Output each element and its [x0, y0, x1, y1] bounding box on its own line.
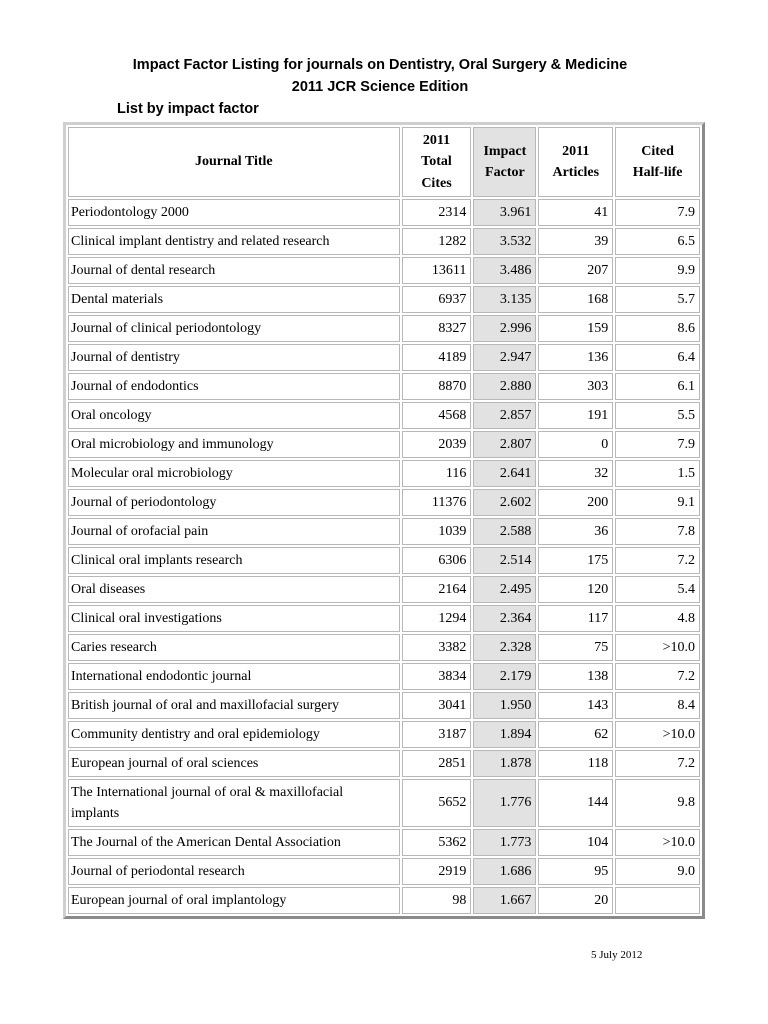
articles-cell: 0: [538, 431, 613, 458]
journal-title-cell: Journal of periodontal research: [68, 858, 400, 885]
table-row: [68, 460, 700, 487]
cited-half-life-cell: 8.6: [615, 315, 700, 342]
journal-title-cell: Clinical implant dentistry and related research: [68, 228, 400, 255]
cited-half-life-cell: 4.8: [615, 605, 700, 632]
total-cites-cell: 4189: [402, 344, 472, 371]
impact-factor-cell: 2.996: [473, 315, 536, 342]
articles-cell: 39: [538, 228, 613, 255]
journal-title-cell: British journal of oral and maxillofacial surgery: [68, 692, 400, 719]
table-row: [68, 489, 700, 516]
journal-title-cell: Periodontology 2000: [68, 199, 400, 226]
articles-cell: 41: [538, 199, 613, 226]
journal-title-cell: Oral microbiology and immunology: [68, 431, 400, 458]
total-cites-cell: 11376: [402, 489, 472, 516]
articles-cell: 118: [538, 750, 613, 777]
impact-factor-cell: 2.588: [473, 518, 536, 545]
cited-half-life-cell: 7.2: [615, 750, 700, 777]
header-journal-title: Journal Title: [68, 127, 400, 197]
table-header-row: [68, 127, 700, 197]
cited-half-life-cell: 7.9: [615, 199, 700, 226]
impact-factor-cell: 1.776: [473, 779, 536, 827]
table-row: [68, 199, 700, 226]
cited-half-life-cell: 9.9: [615, 257, 700, 284]
cited-half-life-cell: 6.4: [615, 344, 700, 371]
impact-factor-cell: 1.878: [473, 750, 536, 777]
journal-title-cell: Clinical oral investigations: [68, 605, 400, 632]
total-cites-cell: 2919: [402, 858, 472, 885]
total-cites-cell: 8870: [402, 373, 472, 400]
table-row: [68, 257, 700, 284]
total-cites-cell: 3187: [402, 721, 472, 748]
table-row: [68, 634, 700, 661]
articles-cell: 207: [538, 257, 613, 284]
cited-half-life-cell: 7.9: [615, 431, 700, 458]
total-cites-cell: 1282: [402, 228, 472, 255]
journal-title-cell: Clinical oral implants research: [68, 547, 400, 574]
total-cites-cell: 3382: [402, 634, 472, 661]
articles-cell: 120: [538, 576, 613, 603]
articles-cell: 36: [538, 518, 613, 545]
impact-factor-cell: 2.179: [473, 663, 536, 690]
journal-title-cell: The Journal of the American Dental Association: [68, 829, 400, 856]
articles-cell: 62: [538, 721, 613, 748]
impact-factor-cell: 2.328: [473, 634, 536, 661]
total-cites-cell: 116: [402, 460, 472, 487]
journal-title-cell: Caries research: [68, 634, 400, 661]
articles-cell: 144: [538, 779, 613, 827]
articles-cell: 95: [538, 858, 613, 885]
table-row: [68, 431, 700, 458]
table-row: [68, 858, 700, 885]
articles-cell: 104: [538, 829, 613, 856]
impact-factor-cell: 2.857: [473, 402, 536, 429]
total-cites-cell: 3834: [402, 663, 472, 690]
journal-title-cell: Journal of clinical periodontology: [68, 315, 400, 342]
journal-title-cell: Journal of periodontology: [68, 489, 400, 516]
cited-half-life-cell: 7.8: [615, 518, 700, 545]
impact-factor-cell: 2.947: [473, 344, 536, 371]
table-row: [68, 402, 700, 429]
impact-factor-cell: 2.514: [473, 547, 536, 574]
total-cites-cell: 2039: [402, 431, 472, 458]
articles-cell: 191: [538, 402, 613, 429]
articles-cell: 117: [538, 605, 613, 632]
table-row: [68, 721, 700, 748]
impact-factor-cell: 2.364: [473, 605, 536, 632]
impact-factor-cell: 1.894: [473, 721, 536, 748]
impact-factor-cell: 1.686: [473, 858, 536, 885]
table-row: [68, 286, 700, 313]
cited-half-life-cell: 1.5: [615, 460, 700, 487]
impact-factor-cell: 2.602: [473, 489, 536, 516]
total-cites-cell: 8327: [402, 315, 472, 342]
edition-heading: 2011 JCR Science Edition: [291, 79, 469, 95]
total-cites-cell: 2314: [402, 199, 472, 226]
list-subtitle: List by impact factor: [117, 101, 259, 117]
table-row: [68, 576, 700, 603]
articles-cell: 136: [538, 344, 613, 371]
articles-cell: 32: [538, 460, 613, 487]
journal-title-cell: Community dentistry and oral epidemiology: [68, 721, 400, 748]
cited-half-life-cell: 7.2: [615, 663, 700, 690]
impact-factor-cell: 2.880: [473, 373, 536, 400]
articles-cell: 175: [538, 547, 613, 574]
table-row: [68, 887, 700, 914]
journal-title-cell: International endodontic journal: [68, 663, 400, 690]
impact-factor-cell: 2.495: [473, 576, 536, 603]
header-articles: 2011 Articles: [538, 127, 613, 197]
impact-factor-cell: 3.135: [473, 286, 536, 313]
cited-half-life-cell: 8.4: [615, 692, 700, 719]
articles-cell: 303: [538, 373, 613, 400]
impact-factor-cell: 1.773: [473, 829, 536, 856]
total-cites-cell: 1294: [402, 605, 472, 632]
total-cites-cell: 1039: [402, 518, 472, 545]
cited-half-life-cell: 5.4: [615, 576, 700, 603]
table-row: [68, 663, 700, 690]
cited-half-life-cell: [615, 887, 700, 914]
page-heading: Impact Factor Listing for journals on Dentistry, Oral Surgery & Medicine: [132, 57, 628, 73]
impact-factor-cell: 3.532: [473, 228, 536, 255]
journal-title-cell: Journal of endodontics: [68, 373, 400, 400]
table-row: [68, 605, 700, 632]
table-row: [68, 829, 700, 856]
impact-factor-cell: 2.807: [473, 431, 536, 458]
journal-table: [66, 125, 702, 916]
journal-title-cell: Dental materials: [68, 286, 400, 313]
journal-title-cell: European journal of oral sciences: [68, 750, 400, 777]
total-cites-cell: 6937: [402, 286, 472, 313]
total-cites-cell: 6306: [402, 547, 472, 574]
impact-factor-cell: 2.641: [473, 460, 536, 487]
cited-half-life-cell: >10.0: [615, 721, 700, 748]
impact-factor-cell: 3.961: [473, 199, 536, 226]
journal-title-cell: Oral diseases: [68, 576, 400, 603]
impact-factor-cell: 3.486: [473, 257, 536, 284]
cited-half-life-cell: 5.7: [615, 286, 700, 313]
total-cites-cell: 2851: [402, 750, 472, 777]
articles-cell: 138: [538, 663, 613, 690]
total-cites-cell: 4568: [402, 402, 472, 429]
cited-half-life-cell: >10.0: [615, 829, 700, 856]
table-row: [68, 344, 700, 371]
journal-title-cell: The International journal of oral & maxillofacial implants: [68, 779, 400, 827]
total-cites-cell: 5652: [402, 779, 472, 827]
cited-half-life-cell: 9.0: [615, 858, 700, 885]
journal-title-cell: Journal of dentistry: [68, 344, 400, 371]
articles-cell: 200: [538, 489, 613, 516]
cited-half-life-cell: 9.1: [615, 489, 700, 516]
articles-cell: 168: [538, 286, 613, 313]
table-row: [68, 373, 700, 400]
table-row: [68, 315, 700, 342]
cited-half-life-cell: 5.5: [615, 402, 700, 429]
journal-title-cell: European journal of oral implantology: [68, 887, 400, 914]
total-cites-cell: 5362: [402, 829, 472, 856]
journal-title-cell: Journal of orofacial pain: [68, 518, 400, 545]
impact-factor-cell: 1.950: [473, 692, 536, 719]
cited-half-life-cell: 6.1: [615, 373, 700, 400]
header-cited-half-life: Cited Half-life: [615, 127, 700, 197]
table-row: [68, 518, 700, 545]
journal-table-frame: [63, 122, 705, 919]
impact-factor-cell: 1.667: [473, 887, 536, 914]
cited-half-life-cell: 9.8: [615, 779, 700, 827]
total-cites-cell: 13611: [402, 257, 472, 284]
footer-date: 5 July 2012: [591, 949, 643, 961]
journal-title-cell: Molecular oral microbiology: [68, 460, 400, 487]
total-cites-cell: 98: [402, 887, 472, 914]
total-cites-cell: 2164: [402, 576, 472, 603]
table-row: [68, 692, 700, 719]
articles-cell: 143: [538, 692, 613, 719]
cited-half-life-cell: 7.2: [615, 547, 700, 574]
header-total-cites: 2011 Total Cites: [402, 127, 472, 197]
articles-cell: 159: [538, 315, 613, 342]
total-cites-cell: 3041: [402, 692, 472, 719]
cited-half-life-cell: >10.0: [615, 634, 700, 661]
table-row: [68, 779, 700, 827]
table-row: [68, 547, 700, 574]
journal-title-cell: Journal of dental research: [68, 257, 400, 284]
table-row: [68, 750, 700, 777]
cited-half-life-cell: 6.5: [615, 228, 700, 255]
journal-title-cell: Oral oncology: [68, 402, 400, 429]
header-impact-factor: Impact Factor: [473, 127, 536, 197]
table-row: [68, 228, 700, 255]
articles-cell: 75: [538, 634, 613, 661]
articles-cell: 20: [538, 887, 613, 914]
